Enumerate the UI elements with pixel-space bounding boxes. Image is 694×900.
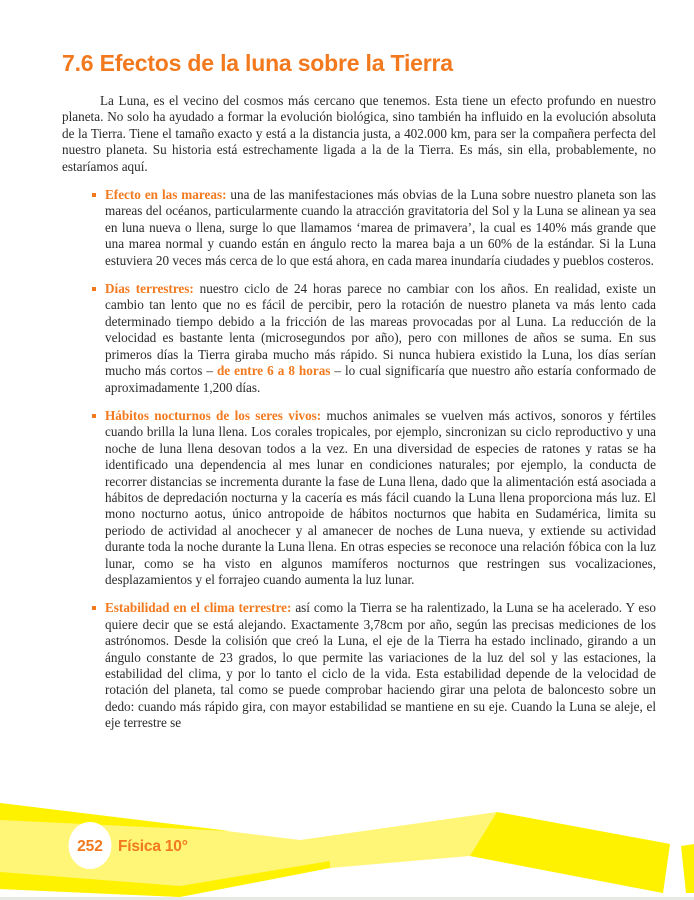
page-number: 252 [77, 838, 103, 855]
bullet-text: una de las manifestaciones más obvias de la Luna sobre nuestro planeta son las mareas del océanos, particularmente cuando la atracción gravitatoria del Sol y la Luna se alinean ya sea en luna nueva o llena, surge lo que llamamos ‘marea de primavera’, la cual es 140% más grande que una marea normal y cuando están en ángulo recto la marea baja a un 60% de la estándar. Si la Luna estuviera 20 veces más cerca de lo que está ahora, en cada marea inundaría ciudades y pueblos costeros. [105, 187, 656, 268]
bullet-square-icon [92, 287, 96, 291]
bullet-text-after: – lo cual significaría que nuestro año estaría conformado de aproximadamente 1,200 días. [105, 363, 656, 395]
ribbon-bright-right-segment [470, 812, 670, 893]
section-heading: 7.6 Efectos de la luna sobre la Tierra [62, 50, 453, 76]
bullet-item-dias-terrestres [62, 281, 656, 396]
bullet-item-mareas [62, 187, 656, 269]
bullet-text: muchos animales se vuelven más activos, sonoros y fértiles cuando brilla la luna llena. Los corales tropicales, por ejemplo, sincronizan su ciclo reproductivo y una noche de luna llena desovan todos a la vez. En una diversidad de especies de ratones y ratas se ha identificado una dependencia al mes lunar en condiciones naturales; por ejemplo, la conducta de recorrer distancias se incrementa durante la fase de Luna llena, dado que la alimentación está asociada a hábitos de depredación nocturna y la cacería es más fácil cuando la Luna llena proporciona más luz. El mono nocturno aotus, único antropoide de hábitos nocturnos que habita en Sudamérica, limita su periodo de actividad al anochecer y al amanecer de noches de Luna nueva, y extiende su actividad durante toda la noche durante la Luna llena. En otras especies se reconoce una relación fóbica con la luz lunar, como se ha visto en algunos mamíferos nocturnos que restringen sus vocalizaciones, desplazamientos y el forrajeo cuando aumenta la luz lunar. [105, 407, 656, 587]
bullet-square-icon [92, 414, 96, 418]
highlight-text: de entre 6 a 8 horas [216, 363, 331, 379]
bullet-square-icon [92, 193, 96, 197]
ribbon-right-tab [681, 844, 694, 893]
bullet-text: así como la Tierra se ha ralentizado, la Luna se ha acelerado. Y eso quiere decir que se está alejando. Exactamente 3,78cm por año, según las precisas mediciones de los astrónomos. Desde la colisión que creó la Luna, el eje de la Tierra ha estado inclinado, girando a un ángulo constante de 23 grados, lo que permite las variaciones de la luz del sol y las estaciones, la estabilidad del clima, y por lo tanto el ciclo de la vida. Esta estabilidad depende de la velocidad de rotación del planeta, tal como se puede comprobar haciendo girar una pelota de baloncesto sobre un dedo: cuando más rápido gira, con mayor estabilidad se mantiene en su eje. Cuando la Luna se aleje, el eje terrestre se [105, 600, 656, 731]
bullet-title: Efecto en las mareas: [105, 187, 227, 203]
bullet-title: Días terrestres: [105, 281, 194, 297]
intro-paragraph: La Luna, es el vecino del cosmos más cercano que tenemos. Esta tiene un efecto profundo en nuestro planeta. No solo ha ayudado a formar la evolución biológica, sino también ha influido en la evolución absoluta de la Tierra. Tiene el tamaño exacto y está a la distancia justa, a 402.000 km, para ser la compañera perfecta del nuestro planeta. Su historia está estrechamente ligada a la de la Tierra. Es más, sin ella, probablemente, no estaríamos aquí. [62, 93, 656, 174]
page-content [62, 50, 656, 744]
bullet-text: nuestro ciclo de 24 horas parece no cambiar con los años. En realidad, existe un cambio tan lento que no es fácil de percibir, pero la rotación de nuestro planeta va más lento cada determinado tiempo debido a la fricción de las mareas provocadas por al Luna. La reducción de la velocidad es bastante lenta (microsegundos por año), pero con millones de años se suma. En sus primeros días la Tierra giraba mucho más rápido. Si nunca hubiera existido la Luna, los días serían mucho más cortos – [105, 281, 656, 379]
book-title: Física 10° [118, 838, 188, 855]
footer-ribbon [0, 800, 694, 900]
bullet-square-icon [92, 606, 96, 610]
bullet-item-estabilidad-clima [62, 600, 656, 731]
bullet-title: Estabilidad en el clima terrestre: [105, 600, 292, 616]
bullet-list [62, 187, 656, 732]
bullet-title: Hábitos nocturnos de los seres vivos: [105, 407, 322, 423]
bullet-item-habitos-nocturnos [62, 408, 656, 588]
